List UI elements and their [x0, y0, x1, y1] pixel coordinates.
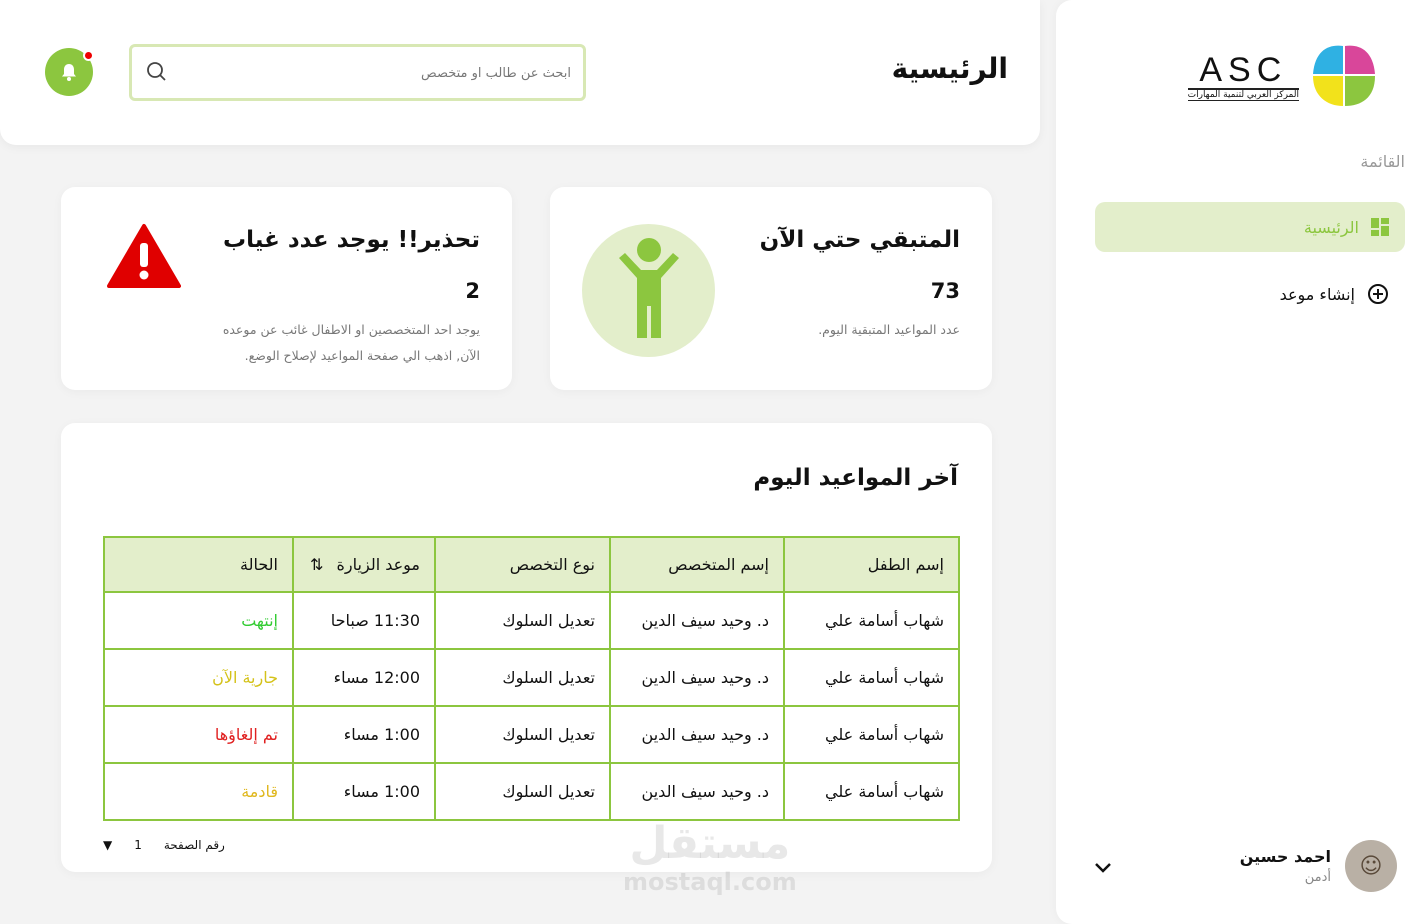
notification-badge	[83, 50, 94, 61]
column-specialist-name: إسم المتخصص	[610, 537, 784, 592]
cell-specialist-name: د. وحيد سيف الدين	[610, 592, 784, 649]
sidebar-item-create-appointment[interactable]	[1095, 269, 1405, 319]
pagination	[103, 838, 225, 852]
search-box[interactable]	[129, 44, 586, 101]
search-icon[interactable]	[146, 61, 168, 87]
table-row[interactable]	[104, 649, 959, 706]
notifications-button[interactable]	[45, 48, 93, 96]
warning-triangle-icon	[107, 223, 181, 289]
cell-visit-time: 12:00 مساء	[293, 649, 435, 706]
appointments-card	[61, 423, 992, 872]
remaining-count: 73	[930, 279, 960, 303]
page-label: رقم الصفحة	[163, 838, 225, 852]
sort-icon[interactable]: ⇅	[310, 555, 324, 574]
column-visit-time[interactable]	[293, 537, 435, 592]
remaining-description: عدد المواعيد المتبقية اليوم.	[818, 322, 960, 337]
cell-child-name: شهاب أسامة علي	[784, 592, 959, 649]
page-number[interactable]: 1	[134, 838, 142, 852]
table-row[interactable]	[104, 592, 959, 649]
cell-visit-time: 11:30 صباحا	[293, 592, 435, 649]
column-child-name: إسم الطفل	[784, 537, 959, 592]
chevron-down-icon[interactable]	[1092, 856, 1114, 878]
top-header	[0, 0, 1040, 145]
brain-logo-icon	[1309, 44, 1379, 108]
cell-child-name: شهاب أسامة علي	[784, 763, 959, 820]
warning-description-line2: الآن, اذهب الي صفحة المواعيد لإصلاح الوضع.	[244, 348, 480, 363]
cell-specialty-type: تعديل السلوك	[435, 763, 610, 820]
cell-specialist-name: د. وحيد سيف الدين	[610, 706, 784, 763]
cell-status: تم إلغاؤها	[104, 706, 293, 763]
sidebar	[1056, 0, 1421, 924]
absence-warning-card	[61, 187, 512, 390]
cell-specialist-name: د. وحيد سيف الدين	[610, 763, 784, 820]
cell-specialty-type: تعديل السلوك	[435, 706, 610, 763]
cell-specialty-type: تعديل السلوك	[435, 649, 610, 706]
appointments-table	[103, 536, 960, 821]
dashboard-icon	[1371, 218, 1389, 236]
cell-status: إنتهت	[104, 592, 293, 649]
logo-subtitle: المركز العربي لتنمية المهارات	[1187, 89, 1299, 100]
user-profile[interactable]	[1240, 840, 1397, 892]
cell-specialist-name: د. وحيد سيف الدين	[610, 649, 784, 706]
warning-title: تحذير!! يوجد عدد غياب	[222, 227, 480, 253]
search-input[interactable]	[191, 59, 571, 87]
sidebar-item-label: الرئيسية	[1303, 217, 1359, 237]
avatar: ☺	[1345, 840, 1397, 892]
watermark-latin: mostaql.com	[623, 868, 797, 896]
cell-visit-time: 1:00 مساء	[293, 706, 435, 763]
table-row[interactable]	[104, 706, 959, 763]
bell-icon	[59, 62, 79, 82]
cell-specialty-type: تعديل السلوك	[435, 592, 610, 649]
table-row[interactable]	[104, 763, 959, 820]
menu-label: القائمة	[1360, 152, 1405, 171]
column-status: الحالة	[104, 537, 293, 592]
warning-description-line1: يوجد احد المتخصصين او الاطفال غائب عن موعده	[222, 322, 480, 337]
cell-status: جارية الآن	[104, 649, 293, 706]
column-specialty-type: نوع التخصص	[435, 537, 610, 592]
cell-child-name: شهاب أسامة علي	[784, 649, 959, 706]
page-dropdown-icon[interactable]: ▼	[103, 838, 113, 852]
user-name: احمد حسين	[1239, 847, 1331, 866]
logo-text: ASC	[1188, 52, 1299, 90]
logo	[1188, 44, 1379, 108]
remaining-appointments-card	[550, 187, 992, 390]
remaining-title: المتبقي حتي الآن	[759, 227, 960, 253]
appointments-title: آخر المواعيد اليوم	[753, 465, 958, 491]
cell-visit-time: 1:00 مساء	[293, 763, 435, 820]
user-role: أدمن	[1304, 870, 1331, 885]
cell-child-name: شهاب أسامة علي	[784, 706, 959, 763]
sidebar-item-label: إنشاء موعد	[1279, 284, 1355, 304]
cell-status: قادمة	[104, 763, 293, 820]
page-title: الرئيسية	[891, 52, 1008, 85]
absence-count: 2	[465, 279, 480, 303]
column-label: موعد الزيارة	[336, 555, 420, 574]
table-header-row	[104, 537, 959, 592]
plus-circle-icon	[1367, 283, 1389, 305]
sidebar-item-home[interactable]	[1095, 202, 1405, 252]
